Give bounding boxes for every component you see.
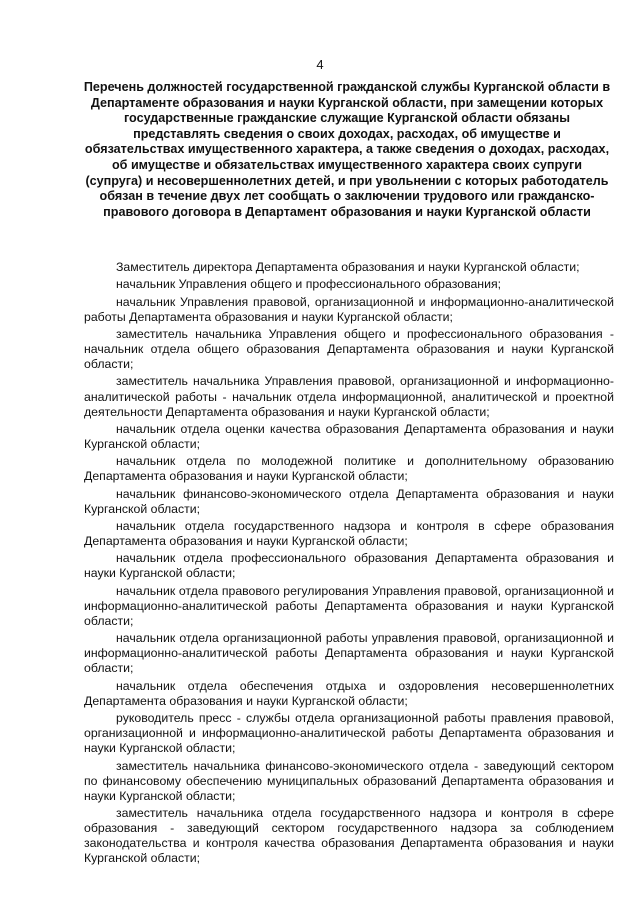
- position-item: заместитель начальника Управления правовой, организационной и информационно-аналитической работы - начальник отдела информационной, аналитической и проектной деятельности Департамента образования и науки Курганской области;: [84, 374, 614, 419]
- position-item: начальник отдела оценки качества образования Департамента образования и науки Курганской области;: [84, 421, 614, 451]
- position-item: заместитель начальника финансово-экономического отдела - заведующий сектором по финансовому обеспечению муниципальных образований Департамента образования и науки Курганской области;: [84, 758, 614, 803]
- position-item: начальник Управления общего и профессионального образования;: [116, 277, 502, 292]
- position-item: руководитель пресс - службы отдела организационной работы правления правовой, организационной и информационно-аналитической работы Департамента образования и науки Курганской области;: [84, 711, 614, 756]
- position-item: заместитель начальника отдела государственного надзора и контроля в сфере образования - заведующий сектором государственного надзора за соблюдением законодательства и контроля качества образования Департамента образования и науки Курганской области;: [84, 806, 614, 866]
- position-item: начальник Управления правовой, организационной и информационно-аналитической работы Департамента образования и науки Курганской области;: [84, 294, 614, 324]
- position-item: начальник отдела правового регулирования Управления правовой, организационной и информационно-аналитической работы Департамента образования и науки Курганской области;: [84, 583, 614, 628]
- position-item: начальник отдела профессионального образования Департамента образования и науки Курганской области;: [84, 551, 614, 581]
- position-item: начальник отдела государственного надзора и контроля в сфере образования Департамента образования и науки Курганской области;: [84, 519, 614, 549]
- position-item: начальник отдела обеспечения отдыха и оздоровления несовершеннолетних Департамента образования и науки Курганской области;: [84, 678, 614, 708]
- positions-list: [84, 260, 614, 869]
- position-item: начальник отдела организационной работы управления правовой, организационной и информационно-аналитической работы Департамента образования и науки Курганской области;: [84, 631, 614, 676]
- position-item: начальник отдела по молодежной политике и дополнительному образованию Департамента образования и науки Курганской области;: [84, 454, 614, 484]
- position-item: начальник финансово-экономического отдела Департамента образования и науки Курганской области;: [84, 486, 614, 516]
- document-title: Перечень должностей государственной гражданской службы Курганской области в Департаменте образования и науки Курганской области, при замещении которых государственные гражданские служащие Курганской области обязаны представлять сведения о своих доходах, расходах, об имуществе и обязательствах имущественного характера, а также сведения о доходах, расходах, об имуществе и обязательствах имущественного характера своих супруги (супруга) и несовершеннолетних детей, и при увольнении с которых работодатель обязан в течение двух лет сообщать о заключении трудового или гражданско-правового договора в Департамент образования и науки Курганской области: [83, 80, 611, 219]
- page-number: 4: [316, 57, 324, 72]
- position-item: заместитель начальника Управления общего и профессионального образования - начальник отдела общего образования Департамента образования и науки Курганской области;: [84, 326, 614, 372]
- position-item: Заместитель директора Департамента образования и науки Курганской области;: [116, 260, 580, 274]
